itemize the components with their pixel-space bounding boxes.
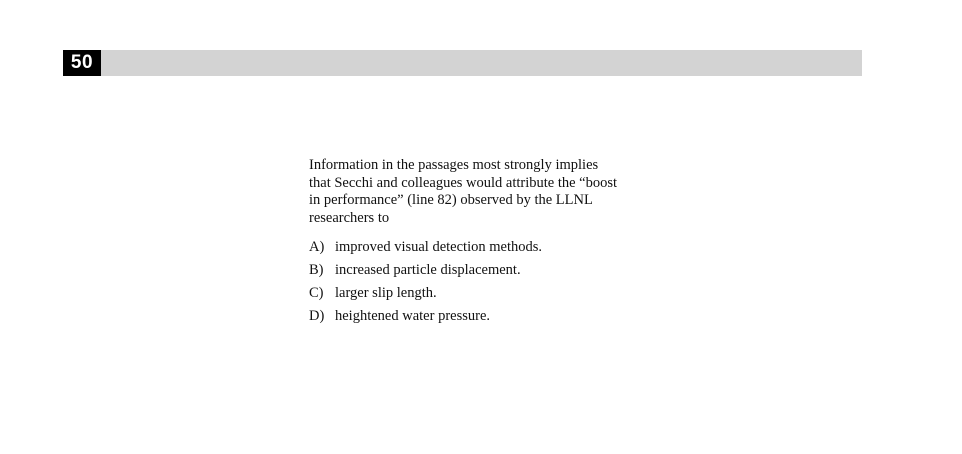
question-stem-line: that Secchi and colleagues would attribute the “boost <box>309 174 618 191</box>
question-number-badge: 50 <box>63 50 101 76</box>
question-stem-line: Information in the passages most strongly implies <box>309 157 599 173</box>
question-block <box>309 157 639 331</box>
answer-choice-a[interactable] <box>309 239 639 257</box>
choice-letter: C) <box>309 285 324 301</box>
choice-text: increased particle displacement. <box>335 262 521 278</box>
choice-letter: D) <box>309 308 325 324</box>
choice-text: heightened water pressure. <box>335 308 491 324</box>
answer-choice-b[interactable] <box>309 262 639 280</box>
header-bar <box>63 50 862 76</box>
question-stem-line: in performance” (line 82) observed by the LLNL <box>309 192 593 208</box>
question-stem <box>309 157 639 227</box>
choice-letter: B) <box>309 262 324 278</box>
answer-choice-d[interactable] <box>309 308 639 326</box>
question-stem-line: researchers to <box>309 209 390 226</box>
choice-text: improved visual detection methods. <box>335 239 542 255</box>
choice-text: larger slip length. <box>335 285 437 301</box>
choice-letter: A) <box>309 239 325 255</box>
answer-choice-c[interactable] <box>309 285 639 303</box>
answer-choices <box>309 239 639 326</box>
